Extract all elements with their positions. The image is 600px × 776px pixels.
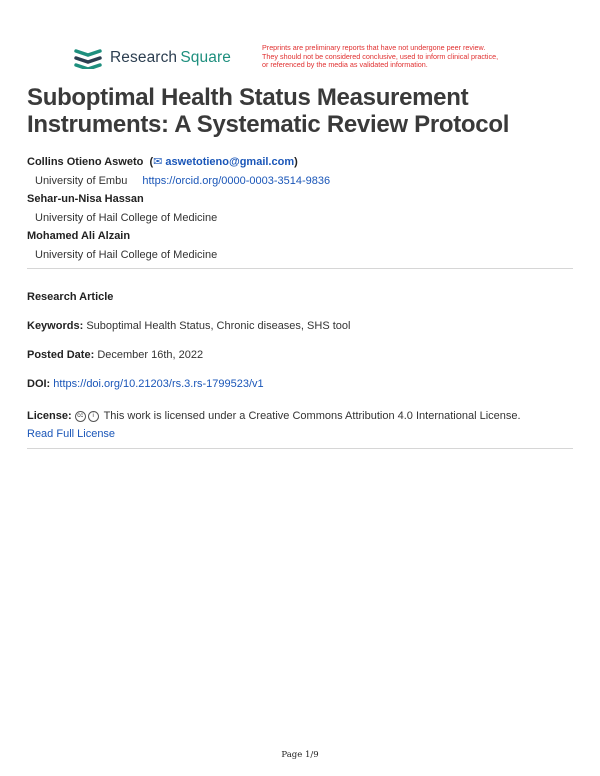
keywords-row xyxy=(27,320,350,332)
paper-title: Suboptimal Health Status Measurement Instruments: A Systematic Review Protocol xyxy=(27,84,510,138)
author-affiliation: University of Embu https://orcid.org/0000-0003-3514-9836 xyxy=(35,174,331,187)
license-row xyxy=(27,407,521,443)
creative-commons-icon: cc xyxy=(75,411,86,422)
logo-wordmark: Research Square xyxy=(110,49,231,66)
attribution-icon: i xyxy=(88,411,99,422)
author-name: Collins Otieno Asweto xyxy=(27,156,144,168)
license-text: This work is licensed under a Creative Commons Attribution 4.0 International License. xyxy=(103,410,521,422)
envelope-icon: ✉ xyxy=(153,156,163,168)
doi-row xyxy=(27,378,264,390)
author-name: Mohamed Ali Alzain xyxy=(27,230,131,243)
divider xyxy=(27,268,573,269)
disclaimer-line: or referenced by the media as validated information. xyxy=(262,60,428,70)
disclaimer-line: Preprints are preliminary reports that have not undergone peer review. xyxy=(262,43,486,52)
author-affiliation: University of Hail College of Medicine xyxy=(35,211,218,224)
author-affiliation: University of Hail College of Medicine xyxy=(35,248,218,261)
doi-label: DOI: xyxy=(27,378,51,390)
posted-date-row xyxy=(27,349,203,361)
disclaimer-line: They should not be considered conclusive, used to inform clinical practice, xyxy=(262,51,499,61)
keywords-value: Suboptimal Health Status, Chronic diseases, SHS tool xyxy=(86,320,351,332)
posted-date-label: Posted Date: xyxy=(27,349,95,361)
divider xyxy=(27,448,573,449)
author-entry: Collins Otieno Asweto (✉ aswetotieno@gmail.com) xyxy=(27,156,298,168)
license-label: License: xyxy=(27,410,72,422)
orcid-link[interactable]: https://orcid.org/0000-0003-3514-9836 xyxy=(142,174,331,187)
preprint-disclaimer xyxy=(262,44,542,70)
doi-link[interactable]: https://doi.org/10.21203/rs.3.rs-1799523/v1 xyxy=(53,378,264,390)
research-square-logo xyxy=(74,47,231,69)
author-list xyxy=(27,153,330,265)
article-type: Research Article xyxy=(27,291,114,303)
posted-date-value: December 16th, 2022 xyxy=(97,349,204,361)
research-square-logo-icon xyxy=(74,47,104,69)
read-full-license-link[interactable]: Read Full License xyxy=(27,428,116,440)
author-name: Sehar-un-Nisa Hassan xyxy=(27,193,144,206)
keywords-label: Keywords: xyxy=(27,320,84,332)
page-number: Page 1/9 xyxy=(281,750,319,760)
author-email-link[interactable]: aswetotieno@gmail.com xyxy=(165,156,295,168)
